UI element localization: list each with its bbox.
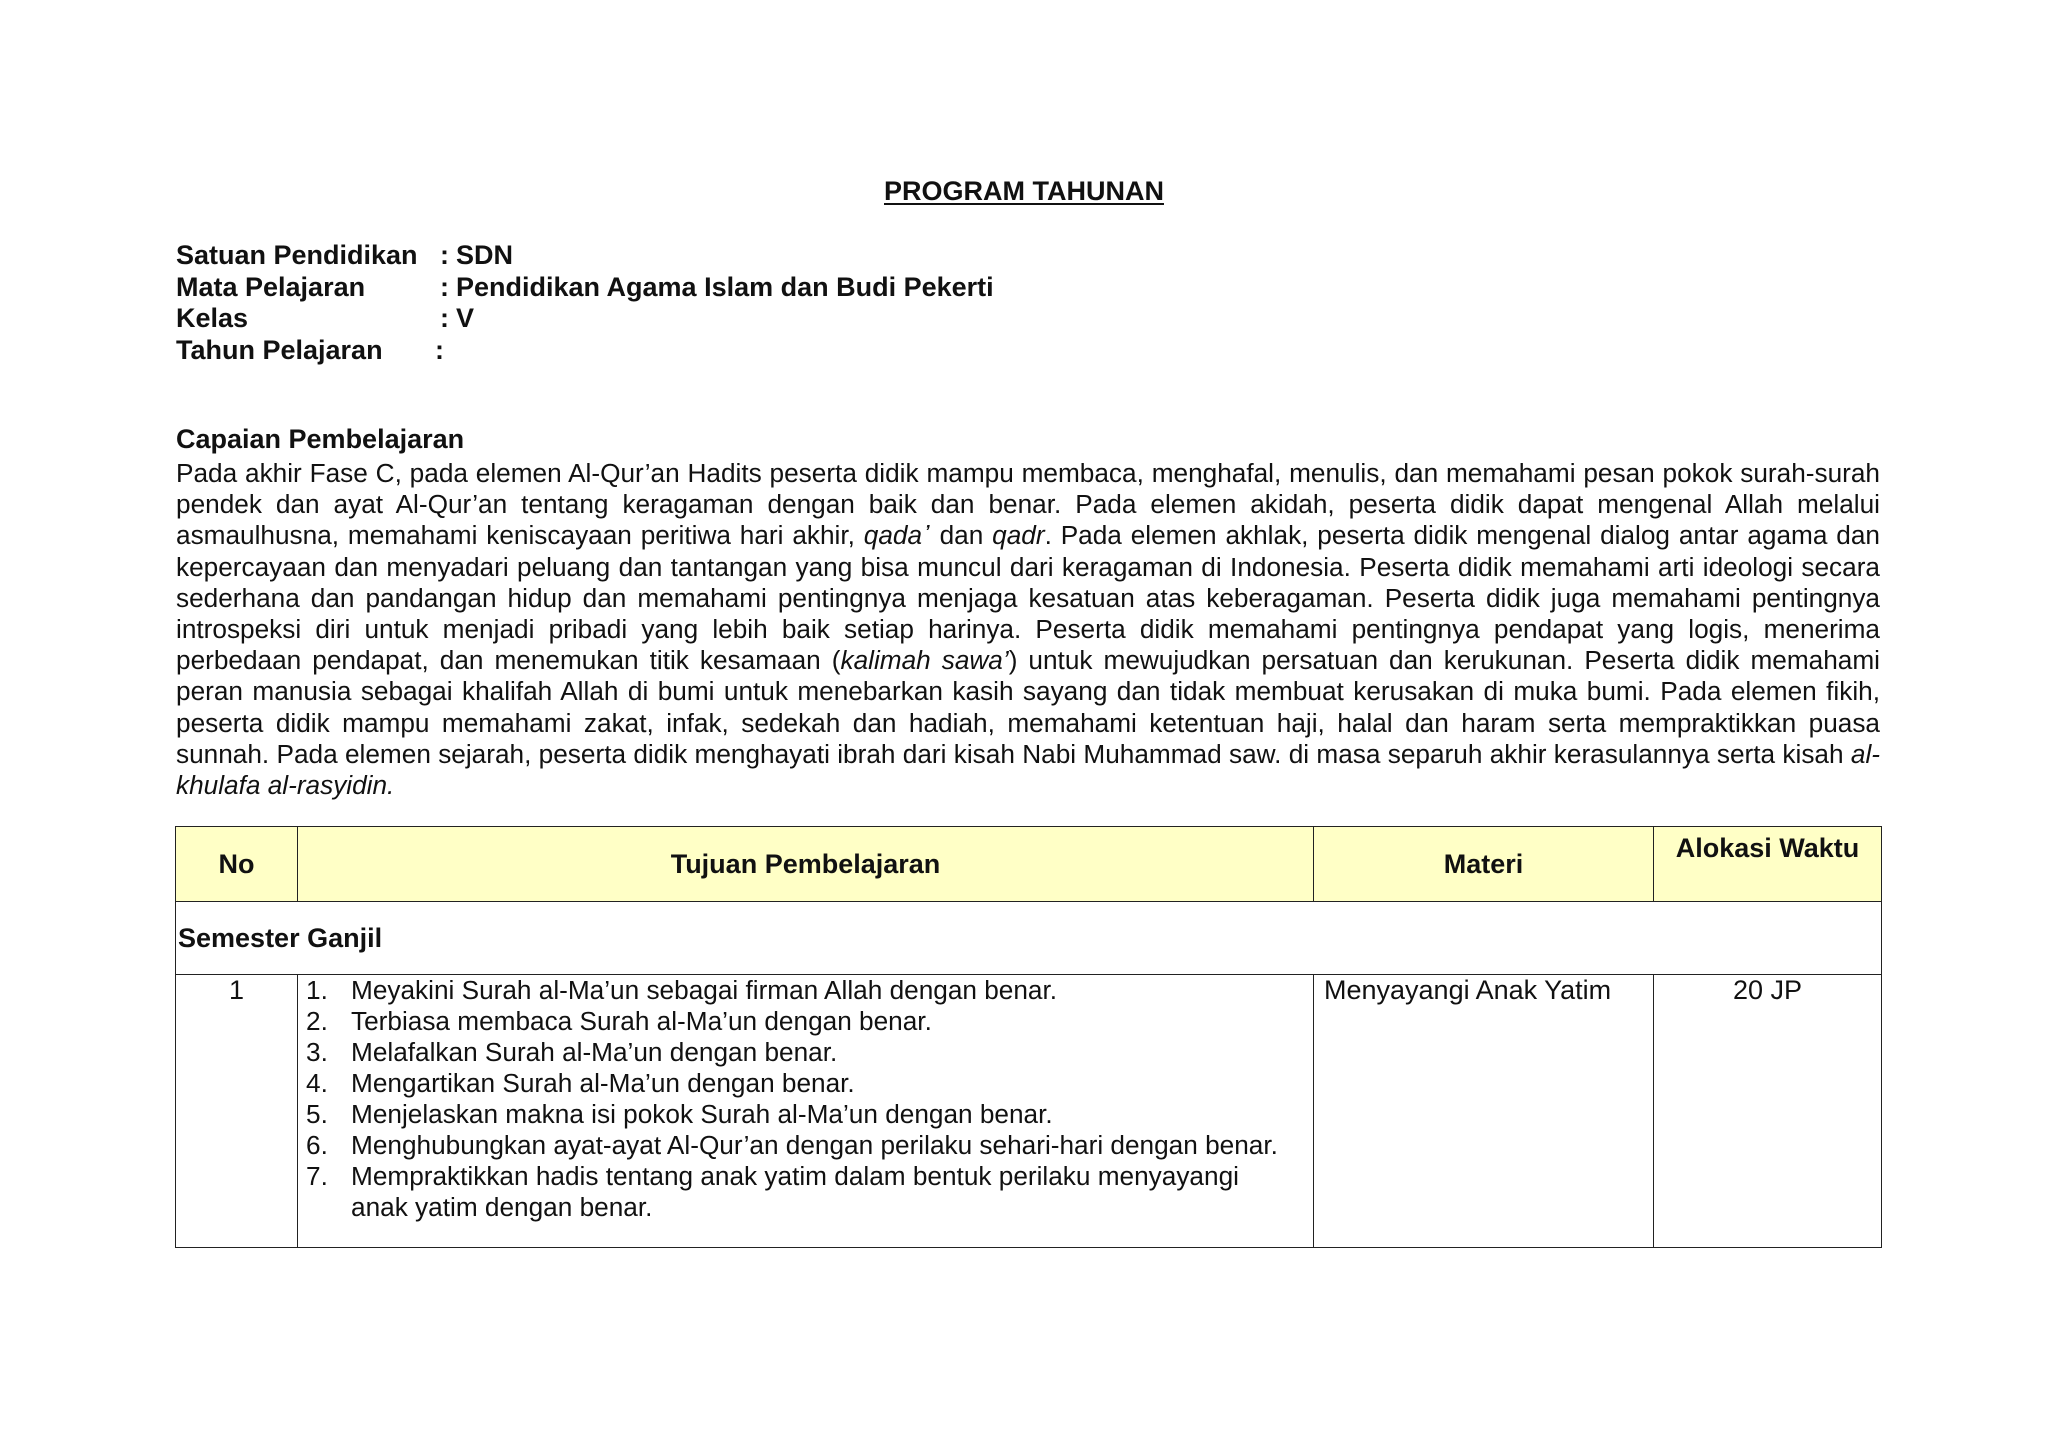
cell-materi: Menyayangi Anak Yatim	[1314, 975, 1654, 1248]
meta-label: Satuan Pendidikan	[176, 240, 418, 270]
list-item	[306, 975, 1293, 1006]
list-number: 2.	[306, 1006, 328, 1036]
list-text: Terbiasa membaca Surah al-Ma’un dengan benar.	[351, 1006, 932, 1036]
cell-tujuan	[298, 975, 1314, 1248]
capaian-text: Pada akhir Fase C, pada elemen Al-Qur’an Hadits peserta didik mampu membaca, menghafal, menulis, dan memahami pesan pokok surah-surah pendek dan ayat Al-Qur’an tentang keragaman dengan baik dan benar. Pada elemen akidah, peserta didik dapat mengenal Allah melalui asmaulhusna, memahami keniscayaan peritiwa hari akhir,	[176, 458, 1880, 551]
capaian-text: dan	[930, 520, 993, 551]
meta-separator: :	[440, 271, 449, 302]
list-item	[306, 1037, 1293, 1068]
tujuan-list	[306, 975, 1293, 1223]
cell-no: 1	[176, 975, 298, 1248]
cell-alokasi: 20 JP	[1654, 975, 1882, 1248]
program-table	[175, 826, 1882, 1248]
list-item	[306, 1068, 1293, 1099]
meta-label: Tahun Pelajaran	[176, 334, 383, 365]
list-item	[306, 1130, 1293, 1161]
list-text: Menghubungkan ayat-ayat Al-Qur’an dengan perilaku sehari-hari dengan benar.	[351, 1130, 1278, 1160]
list-item	[306, 1161, 1293, 1223]
semester-row	[176, 902, 1882, 975]
meta-value: Pendidikan Agama Islam dan Budi Pekerti	[456, 271, 994, 302]
meta-label: Kelas	[176, 303, 249, 333]
list-text: Mengartikan Surah al-Ma’un dengan benar.	[351, 1068, 855, 1098]
table-row	[176, 975, 1882, 1248]
header-tujuan: Tujuan Pembelajaran	[298, 827, 1314, 902]
list-number: 1.	[306, 975, 328, 1005]
list-text: Menjelaskan makna isi pokok Surah al-Ma’un dengan benar.	[351, 1099, 1053, 1129]
list-number: 6.	[306, 1130, 328, 1160]
list-text: Melafalkan Surah al-Ma’un dengan benar.	[351, 1037, 838, 1067]
list-item	[306, 1099, 1293, 1130]
list-text: Meyakini Surah al-Ma’un sebagai firman Allah dengan benar.	[351, 975, 1058, 1005]
capaian-paragraph	[176, 458, 1880, 801]
table-header-row	[176, 827, 1882, 902]
header-materi: Materi	[1314, 827, 1654, 902]
list-number: 7.	[306, 1161, 328, 1191]
capaian-italic-term: qadr	[992, 520, 1045, 551]
meta-separator: :	[440, 303, 449, 333]
capaian-heading: Capaian Pembelajaran	[176, 424, 465, 454]
meta-label: Mata Pelajaran	[176, 271, 366, 302]
list-number: 4.	[306, 1068, 328, 1098]
list-text: Mempraktikkan hadis tentang anak yatim dalam bentuk perilaku menyayangi anak yatim dengan benar.	[351, 1161, 1239, 1222]
meta-separator: :	[440, 240, 449, 270]
header-no: No	[176, 827, 298, 902]
semester-label: Semester Ganjil	[176, 902, 1882, 975]
capaian-italic-term: al-khulafa al-rasyidin.	[176, 738, 1880, 801]
capaian-italic-term: kalimah sawa’	[840, 645, 1009, 676]
capaian-italic-term: qada᾽	[863, 520, 931, 551]
meta-separator: :	[435, 334, 444, 365]
document-title: PROGRAM TAHUNAN	[884, 176, 1164, 206]
capaian-text: . Pada elemen akhlak, peserta didik mengenal dialog antar agama dan kepercayaan dan menyadari peluang dan tantangan yang bisa muncul dari keragaman di Indonesia. Peserta didik memahami arti ideologi secara sederhana dan pandangan hidup dan memahami pentingnya menjaga kesatuan atas keberagaman. Peserta didik juga memahami pentingnya introspeksi diri untuk menjadi pribadi yang lebih baik setiap harinya. Peserta didik memahami pentingnya pendapat yang logis, menerima perbedaan pendapat, dan menemukan titik kesamaan (	[176, 520, 1880, 676]
list-number: 5.	[306, 1099, 328, 1129]
meta-value: SDN	[456, 240, 514, 270]
meta-value: V	[456, 303, 475, 333]
list-number: 3.	[306, 1037, 328, 1067]
header-alokasi: Alokasi Waktu	[1654, 827, 1882, 902]
capaian-text: ) untuk mewujudkan persatuan dan kerukunan. Peserta didik memahami peran manusia sebagai khalifah Allah di bumi untuk menebarkan kasih sayang dan tidak membuat kerusakan di muka bumi. Pada elemen fikih, peserta didik mampu memahami zakat, infak, sedekah dan hadiah, memahami ketentuan haji, halal dan haram serta mempraktikkan puasa sunnah. Pada elemen sejarah, peserta didik menghayati ibrah dari kisah Nabi Muhammad saw. di masa separuh akhir kerasulannya serta kisah	[176, 645, 1880, 769]
list-item	[306, 1006, 1293, 1037]
